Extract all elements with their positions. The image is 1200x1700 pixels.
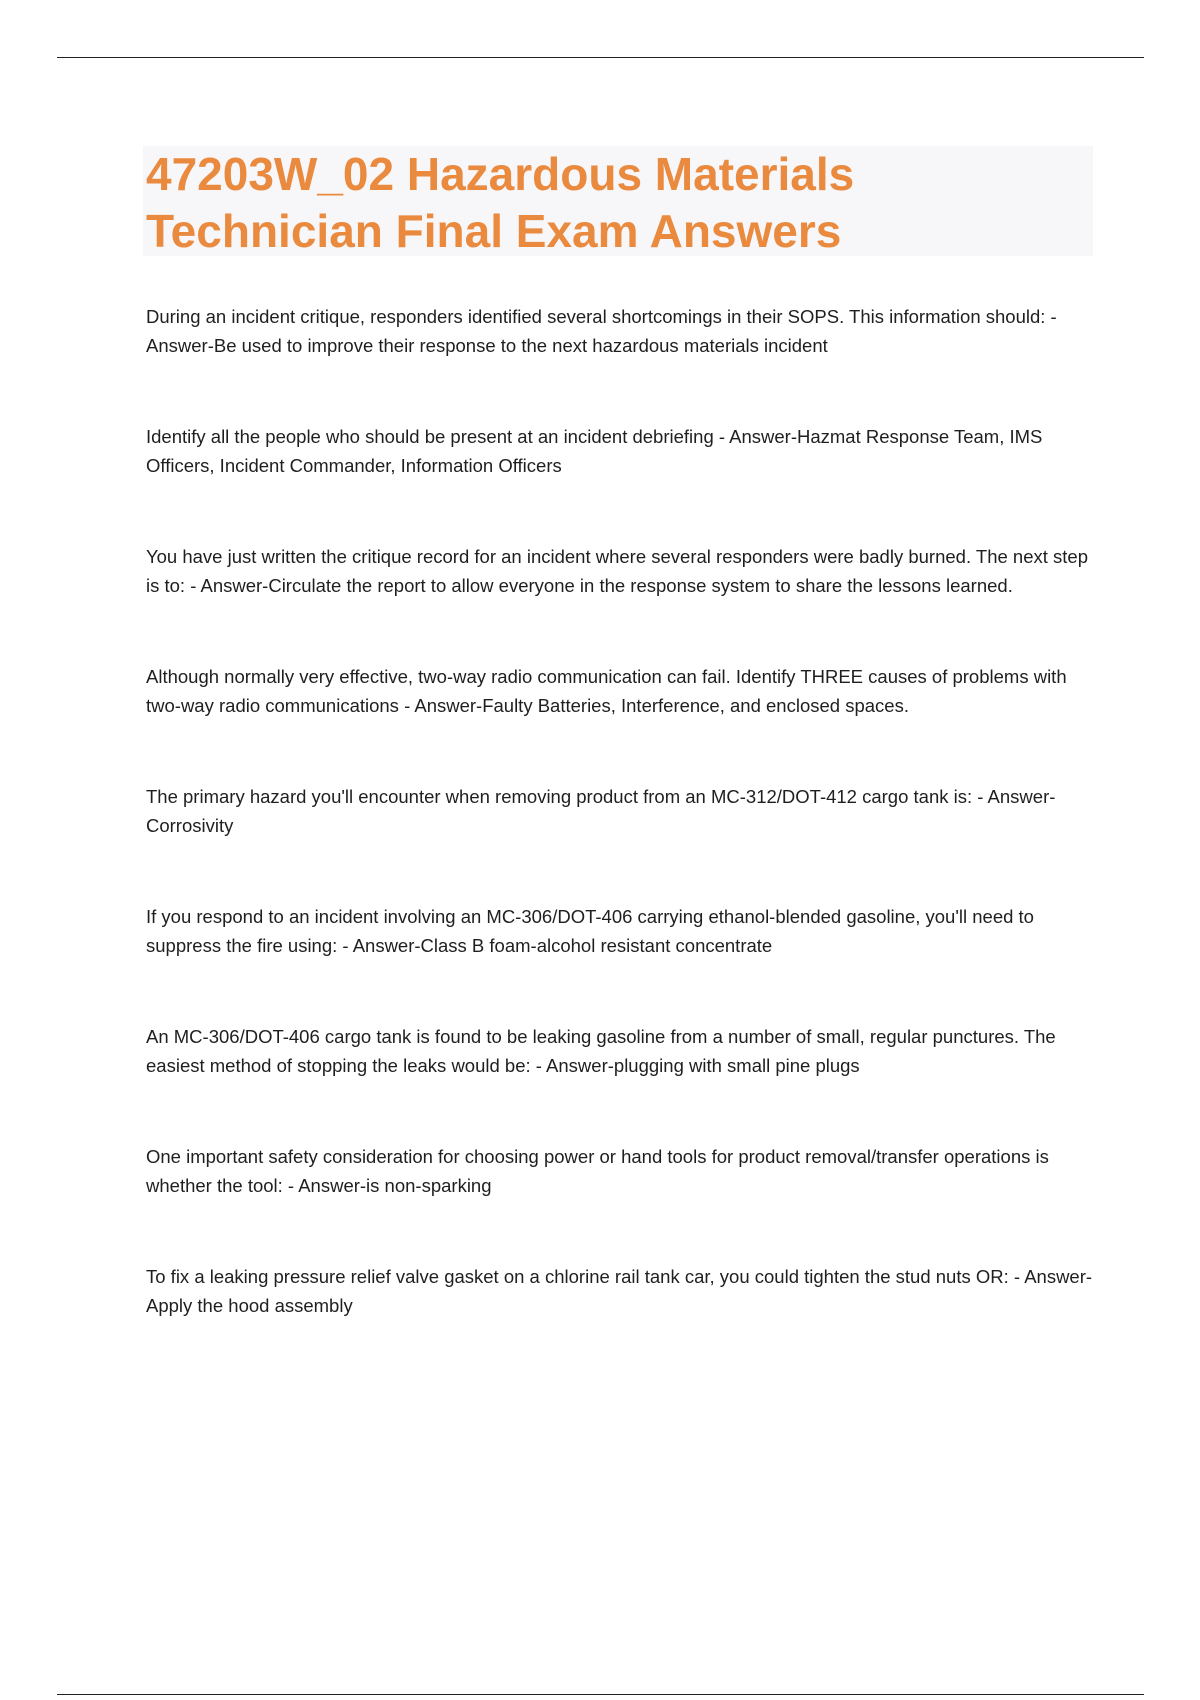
header-divider	[57, 57, 1144, 58]
qa-item-1: During an incident critique, responders identified several shortcomings in their SOPS. This information should: - Answer-Be used to improve their response to the next hazardous materials incident	[146, 306, 1057, 356]
qa-item-6: If you respond to an incident involving an MC-306/DOT-406 carrying ethanol-blended gasoline, you'll need to suppress the fire using: - Answer-Class B foam-alcohol resistant concentrate	[146, 906, 1034, 956]
document-title: 47203W_02 Hazardous Materials Technician Final Exam Answers	[146, 148, 855, 257]
qa-item-2: Identify all the people who should be present at an incident debriefing - Answer-Hazmat Response Team, IMS Officers, Incident Commander, Information Officers	[146, 426, 1043, 476]
qa-item-3: You have just written the critique record for an incident where several responders were badly burned. The next step is to: - Answer-Circulate the report to allow everyone in the response system to share the lessons learned.	[146, 546, 1088, 596]
qa-item-9: To fix a leaking pressure relief valve gasket on a chlorine rail tank car, you could tighten the stud nuts OR: - Answer-Apply the hood assembly	[146, 1266, 1093, 1316]
qa-item-7: An MC-306/DOT-406 cargo tank is found to be leaking gasoline from a number of small, regular punctures. The easiest method of stopping the leaks would be: - Answer-plugging with small pine plugs	[146, 1026, 1056, 1076]
qa-list	[146, 302, 1096, 1320]
qa-item-5: The primary hazard you'll encounter when removing product from an MC-312/DOT-412 cargo tank is: - Answer-Corrosivity	[146, 786, 1056, 836]
qa-item-4: Although normally very effective, two-way radio communication can fail. Identify THREE causes of problems with two-way radio communications - Answer-Faulty Batteries, Interference, and enclosed spaces.	[146, 666, 1067, 716]
qa-item-8: One important safety consideration for choosing power or hand tools for product removal/transfer operations is whether the tool: - Answer-is non-sparking	[146, 1146, 1049, 1196]
footer-divider	[57, 1694, 1144, 1695]
